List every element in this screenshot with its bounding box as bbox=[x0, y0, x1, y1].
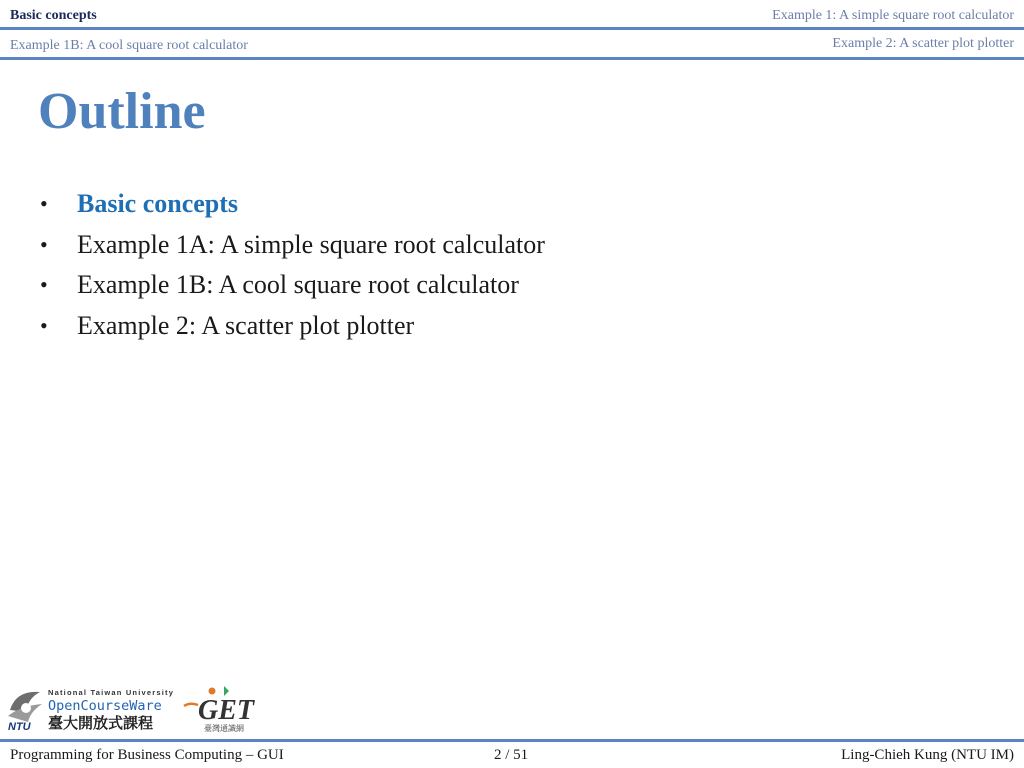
bullet-icon: • bbox=[40, 312, 48, 338]
bullet-icon: • bbox=[40, 191, 48, 216]
ocw-chinese-name: 臺大開放式課程 bbox=[48, 714, 154, 732]
ntu-label: NTU bbox=[8, 721, 31, 733]
nav-link-example-1b[interactable]: Example 1B: A cool square root calculator bbox=[10, 38, 248, 53]
ocw-name: OpenCourseWare bbox=[48, 698, 162, 714]
university-name: National Taiwan University bbox=[48, 688, 175, 697]
nav-link-example-1[interactable]: Example 1: A simple square root calculator bbox=[772, 8, 1014, 23]
nav-row-bottom bbox=[0, 30, 1024, 58]
nav-link-basic-concepts[interactable]: Basic concepts bbox=[10, 8, 97, 23]
ntu-logo-icon bbox=[8, 692, 42, 722]
logo-area bbox=[6, 682, 256, 734]
footer-page-number: 2 / 51 bbox=[494, 747, 529, 763]
footer-divider bbox=[0, 739, 1024, 742]
get-chinese-name: 臺灣通識網 bbox=[204, 724, 244, 733]
outline-item-text: Example 1A: A simple square root calculator bbox=[77, 229, 545, 259]
outline-item-text: Example 2: A scatter plot plotter bbox=[77, 310, 415, 340]
nav-row-top bbox=[0, 0, 1024, 28]
nav-link-example-2[interactable]: Example 2: A scatter plot plotter bbox=[832, 36, 1014, 51]
outline-item-text: Basic concepts bbox=[77, 189, 239, 218]
outline-item-text: Example 1B: A cool square root calculator bbox=[77, 270, 519, 299]
footer-author: Ling-Chieh Kung (NTU IM) bbox=[841, 747, 1014, 763]
bullet-icon: • bbox=[40, 231, 48, 257]
nav-divider-bottom bbox=[0, 57, 1024, 60]
slide-title: Outline bbox=[38, 83, 206, 140]
ocw-logo bbox=[6, 682, 256, 734]
get-name: GET bbox=[198, 695, 254, 726]
bullet-icon: • bbox=[40, 272, 48, 297]
footer-course-title: Programming for Business Computing – GUI bbox=[10, 747, 284, 763]
